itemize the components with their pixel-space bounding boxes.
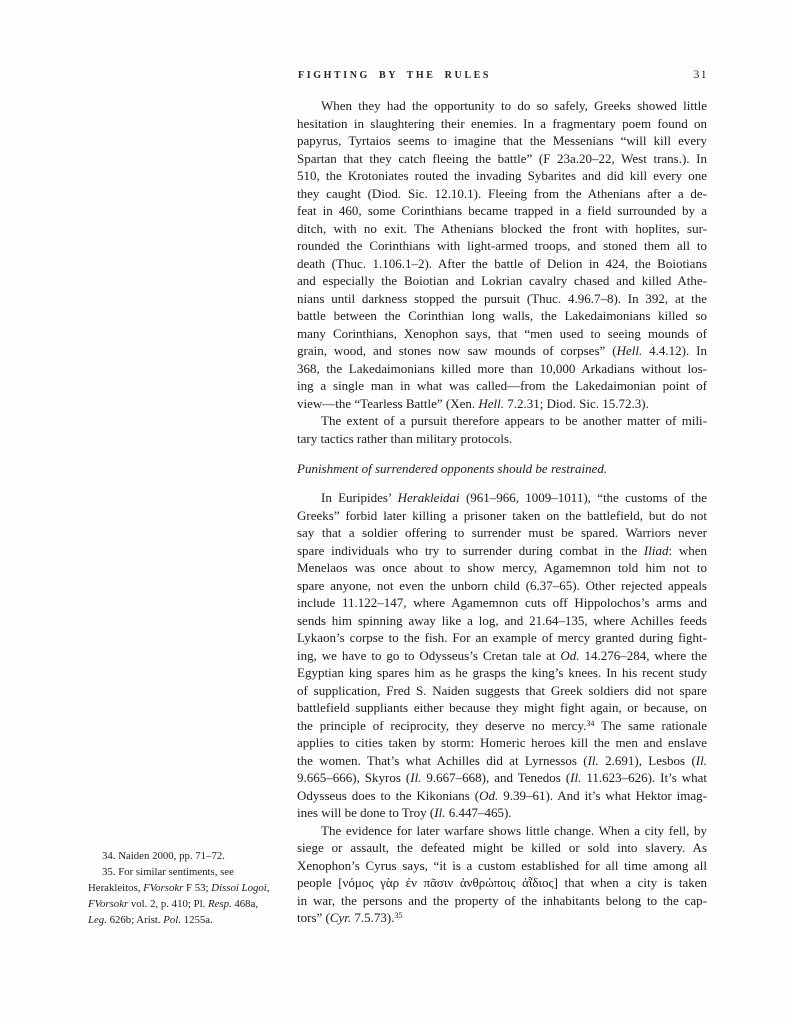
text-line: Odysseus does to the Kikonians (Od. 9.39–61). And it’s what Hektor imag- <box>297 787 707 803</box>
footnote-reference: 34 <box>586 718 595 728</box>
text-line: and especially the Boiotian and Lokrian cavalry chased and killed Athe- <box>297 273 707 288</box>
text-line: ing a single man in what was called—from the Lakedaimonian point of <box>297 378 707 393</box>
text-line: spare anyone, not even the unborn child (6.37–65). Other rejected appeals <box>297 577 707 593</box>
text-line: papyrus, Tyrtaios seems to imagine that the Messenians “will kill every <box>297 133 707 148</box>
text-line: applies to cities taken by storm: Homeric heroes kill the men and enslave <box>297 735 707 750</box>
text-line: spare individuals who try to surrender during combat in the Iliad: when <box>297 542 707 558</box>
text-line: say that a soldier offering to surrender must be spared. Warriors never <box>297 525 707 540</box>
text-line: the women. That’s what Achilles did at Lyrnessos (Il. 2.691), Lesbos (Il. <box>297 752 707 768</box>
text-line: battlefield suppliants either because they might fight again, or because, on <box>297 700 707 715</box>
text-line: Greeks” forbid later killing a prisoner taken on the battlefield, but do not <box>297 507 707 523</box>
text-line: sends him spinning away like a log, and 21.64–135, where Achilles feeds <box>297 612 707 628</box>
text-line: of supplication, Fred S. Naiden suggests that Greek soldiers did not spare <box>297 682 707 698</box>
text-line: siege or assault, the defeated might be killed or sold into slavery. As <box>297 840 707 855</box>
text-line: ditch, with no exit. The Athenians blocked the front with hoplites, sur- <box>297 220 707 236</box>
text-line: 35. For similar sentiments, see <box>102 866 234 878</box>
text-line: Lykaon’s corpse to the fish. For an example of mercy granted during fight- <box>297 630 707 645</box>
body-text <box>297 97 707 927</box>
text-line: many Corinthians, Xenophon says, that “men used to seeing mounds of <box>297 325 707 341</box>
text-line: feat in 460, some Corinthians became trapped in a field surrounded by a <box>297 203 707 218</box>
text-line: they caught (Diod. Sic. 12.10.1). Fleeing from the Athenians after a de- <box>297 185 707 201</box>
text-line: hesitation in slaughtering their enemies. In a fragmentary poem found on <box>297 115 707 131</box>
footnotes <box>88 848 293 928</box>
text-line: 34. Naiden 2000, pp. 71–72. <box>102 850 225 862</box>
text-line: view—the “Tearless Battle” (Xen. Hell. 7.2.31; Diod. Sic. 15.72.3). <box>297 395 649 411</box>
text-line: In Euripides’ Herakleidai (961–966, 1009–1011), “the customs of the <box>321 490 707 505</box>
text-line: tary tactics rather than military protocols. <box>297 430 513 446</box>
footnote <box>88 848 293 864</box>
text-line: Spartan that they catch fleeing the battle” (F 23a.20–22, West trans.). In <box>297 150 707 166</box>
text-line: Herakleitos, FVorsokr F 53; Dissoi Logoi, <box>88 882 270 894</box>
text-line: Punishment of surrendered opponents should be restrained. <box>297 461 608 476</box>
text-line: grain, wood, and stones now saw mounds of corpses” (Hell. 4.4.12). In <box>297 343 707 358</box>
paragraph <box>297 412 707 447</box>
section-heading <box>297 460 707 478</box>
text-line: The extent of a pursuit therefore appears to be another matter of mili- <box>321 413 707 428</box>
text-line: death (Thuc. 1.106.1–2). After the battle of Delion in 424, the Boiotians <box>297 255 707 271</box>
text-line: 368, the Lakedaimonians killed more than 10,000 Arkadians without los- <box>297 360 707 376</box>
text-line: nians until darkness stopped the pursuit (Thuc. 4.96.7–8). In 392, at the <box>297 290 707 306</box>
text-line: Menelaos was once about to show mercy, Agamemnon told him not to <box>297 560 707 575</box>
text-line: Leg. 626b; Arist. Pol. 1255a. <box>88 914 213 926</box>
text-line: ines will be done to Troy (Il. 6.447–465). <box>297 805 512 820</box>
text-line: When they had the opportunity to do so safely, Greeks showed little <box>321 98 707 113</box>
text-line: battle between the Corinthian long walls, the Lakedaimonians killed so <box>297 308 707 323</box>
page-number: 31 <box>693 69 708 81</box>
text-line: tors” (Cyr. 7.5.73).$^{35}$ <box>297 910 403 925</box>
text-line: in war, the persons and the property of the inhabitants belong to the cap- <box>297 892 707 908</box>
paragraph <box>297 97 707 412</box>
text-line: people [νόμος γὰρ ἐν πᾶσιν ἀνθρώποις ἀῗδιος] that when a city is taken <box>297 875 707 890</box>
text-line: 510, the Krotoniates routed the invading Sybarites and did kill every one <box>297 168 707 183</box>
paragraph <box>297 822 707 927</box>
text-line: 9.665–666), Skyros (Il. 9.667–668), and Tenedos (Il. 11.623–626). It’s what <box>297 770 708 785</box>
paragraph <box>297 489 707 822</box>
text-line: the principle of reciprocity, they deserve no mercy.$^{34}$ The same rationale <box>297 717 707 733</box>
footnote <box>88 864 293 928</box>
text-line: ing, we have to go to Odysseus’s Cretan tale at Od. 14.276–284, where the <box>297 647 707 663</box>
running-title: FIGHTING BY THE RULES <box>298 70 492 81</box>
text-line: Xenophon’s Cyrus says, “it is a custom established for all time among all <box>297 857 707 873</box>
text-line: The evidence for later warfare shows little change. When a city fell, by <box>321 822 707 838</box>
footnote-reference: 35 <box>394 911 403 920</box>
text-line: Egyptian king spares him as he grasps the king’s knees. In his recent study <box>297 665 707 680</box>
page-header <box>298 69 708 81</box>
text-line: rounded the Corinthians with light-armed troops, and stoned them all to <box>297 238 707 253</box>
text-line: include 11.122–147, where Agamemnon cuts off Hippolochos’s arms and <box>297 595 707 610</box>
text-line: FVorsokr vol. 2, p. 410; Pl. Resp. 468a, <box>88 898 259 910</box>
